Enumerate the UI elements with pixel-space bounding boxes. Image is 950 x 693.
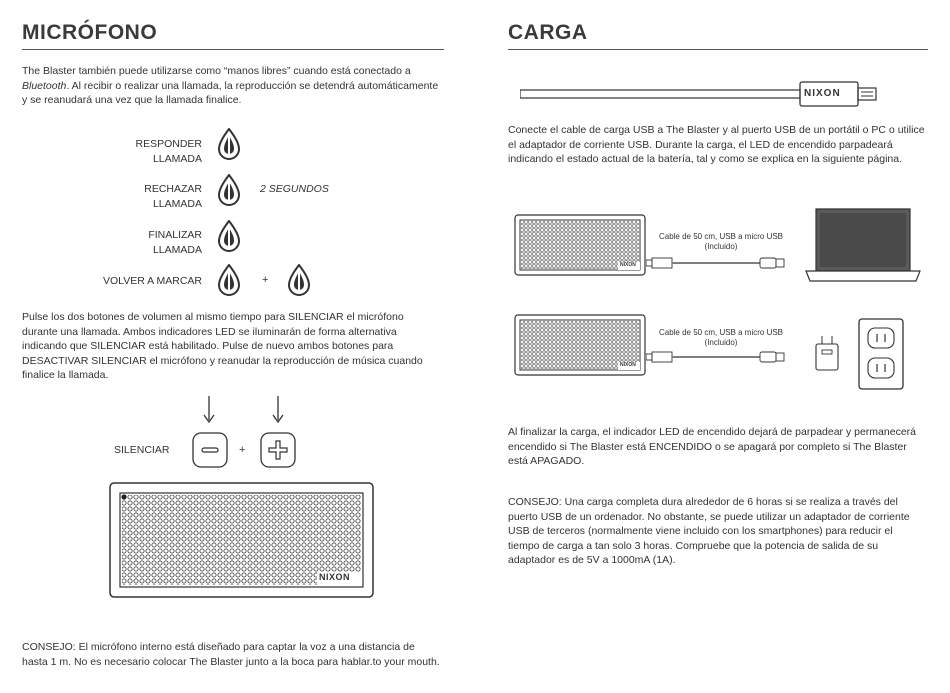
reject-note: 2 SEGUNDOS	[260, 183, 329, 195]
cable-caption: Cable de 50 cm, USB a micro USB (Incluido)	[658, 328, 784, 347]
charging-section	[508, 0, 928, 693]
title-rule	[22, 49, 444, 50]
nixon-button-icon	[218, 174, 240, 206]
speaker-brand-small: NIXON	[620, 262, 636, 268]
title-rule	[508, 49, 928, 50]
nixon-button-icon	[288, 264, 310, 296]
nixon-button-icon	[218, 220, 240, 252]
intro-paragraph: The Blaster también puede utilizarse como “manos libres” cuando está conectado a Bluetooth. Al recibir o realizar una llamada, la reproducción se detendrá automáticamente y se reanudará una vez que la llamada finalice.	[22, 65, 439, 107]
action-reject-label: RECHAZAR LLAMADA	[144, 183, 202, 210]
action-end-label: FINALIZAR LLAMADA	[148, 229, 202, 256]
arrow-down-icon	[203, 396, 215, 424]
nixon-button-icon	[218, 264, 240, 296]
connect-paragraph: Conecte el cable de carga USB a The Blaster y al puerto USB de un portátil o PC o utilice el adaptador de corriente USB. Durante la carga, el LED de encendido parpadeará indicando el estado actual de la batería, tal y como se explica en la siguiente página.	[508, 124, 925, 166]
plus-button-icon	[260, 432, 296, 468]
usb-cable-illustration	[646, 256, 796, 270]
silenciar-plus: +	[239, 444, 246, 456]
laptop-icon	[804, 207, 924, 285]
redial-plus: +	[262, 274, 269, 286]
tip-paragraph-left: CONSEJO: El micrófono interno está diseñado para captar la voz a una distancia de hasta 1 m. No es necesario colocar The Blaster junto a la boca para hablar.to your mouth.	[22, 641, 440, 668]
silenciar-label: SILENCIAR	[114, 444, 170, 456]
arrow-down-icon	[272, 396, 284, 424]
finish-paragraph: Al finalizar la carga, el indicador LED de encendido dejará de parpadear y permanecerá encendido si The Blaster está ENCENDIDO o se apagará por completo si The Blaster está APAGADO.	[508, 426, 916, 468]
nixon-button-icon	[218, 128, 240, 160]
usb-adapter-icon	[814, 336, 842, 372]
cable-caption: Cable de 50 cm, USB a micro USB (Incluido)	[658, 232, 784, 251]
action-answer-label: RESPONDER LLAMADA	[135, 138, 202, 165]
cable-brand: NIXON	[804, 88, 841, 99]
mute-paragraph: Pulse los dos botones de volumen al mismo tiempo para SILENCIAR el micrófono durante una llamada. Ambos indicadores LED se iluminarán de forma alternativa indicando que SILENCIAR está habilitado. Pulse de nuevo ambos botones para DESACTIVAR SILENCIAR el micrófono y reanudar la reproducción de música cuando finalice la llamada.	[22, 311, 423, 382]
speaker-brand-small: NIXON	[620, 362, 636, 368]
section-title-carga: CARGA	[508, 21, 588, 44]
section-title-microfono: MICRÓFONO	[22, 21, 158, 44]
bluetooth-text: Bluetooth	[22, 79, 67, 92]
usb-cable-illustration	[646, 350, 796, 364]
speaker-brand: NIXON	[319, 572, 351, 582]
tip-paragraph-right: CONSEJO: Una carga completa dura alrededor de 6 horas si se realiza a través del puerto USB de un ordenador. No obstante, se puede utilizar un adaptador de corriente USB de terceros (normalmente viene incluido con los smartphones) para reducir el tiempo de carga a tan solo 3 horas. Compruebe que la potencia de salida de su adaptador es de 5V a 1000mA (1A).	[508, 496, 910, 567]
wall-outlet-icon	[858, 318, 904, 390]
minus-button-icon	[192, 432, 228, 468]
action-redial-label: VOLVER A MARCAR	[102, 275, 202, 287]
microphone-section	[22, 0, 444, 693]
